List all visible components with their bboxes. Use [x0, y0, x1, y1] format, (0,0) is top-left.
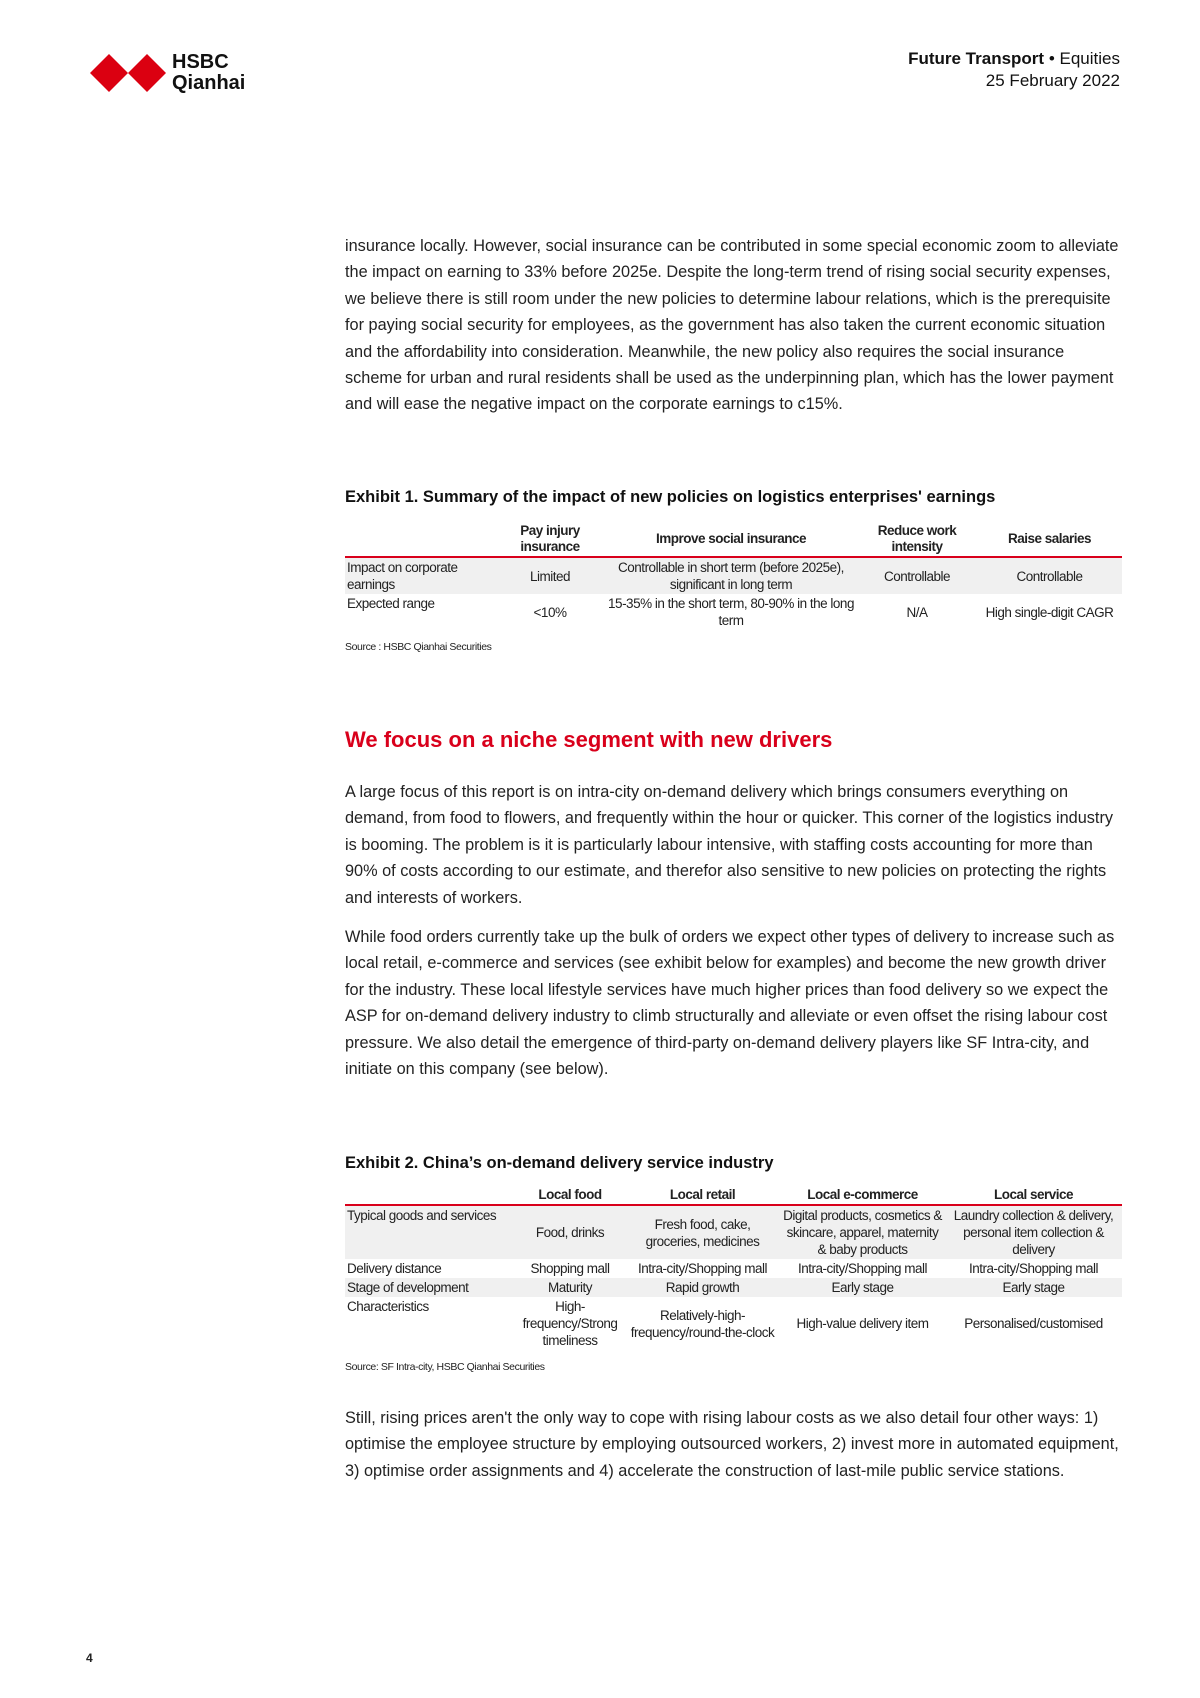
table-cell: Controllable in short term (before 2025e), significant in long term [605, 557, 857, 594]
table-cell: 15-35% in the short term, 80-90% in the long term [608, 596, 854, 628]
table-cell: N/A [906, 604, 928, 620]
table-cell: Early stage [780, 1278, 945, 1297]
paragraph-3: While food orders currently take up the bulk of orders we expect other types of delivery to increase such as local retail, e-commerce and services (see exhibit below for examples) and become the new growth driver for the industry. These local lifestyle services have much higher prices than food delivery so we expect the ASP for on-demand delivery industry to climb structurally and alleviate or even offset the rising labour cost pressure. We also detail the emergence of third-party on-demand delivery players like SF Intra-city, and initiate on this company (see below). [345, 928, 1115, 1079]
exhibit-2-title: Exhibit 2. China’s on-demand delivery service industry [345, 1154, 774, 1172]
column-header: Local retail [669, 1187, 736, 1202]
table-cell: Shopping mall [530, 1261, 610, 1276]
brand-line1: HSBC [172, 51, 229, 73]
table-cell: Limited [495, 557, 605, 594]
table-cell: Laundry collection & delivery, personal item collection & delivery [945, 1205, 1122, 1259]
paragraph-1: insurance locally. However, social insurance can be contributed in some special economic zoom to alleviate the impact on earning to 33% before 2025e. Despite the long-term trend of rising social security expenses, we believe there is still room under the new policies to determine labour relations, which is the prerequisite for paying social security for employees, as the government has also taken the current economic situation and the affordability into consideration. Meanwhile, the new policy also requires the social insurance scheme for urban and rural residents shall be used as the underpinning plan, which has the lower payment and will ease the negative impact on the corporate earnings to c15%. [345, 237, 1119, 414]
table-cell: Relatively-high-frequency/round-the-clock [630, 1307, 775, 1340]
bullet: • [1048, 49, 1055, 68]
column-header [345, 1186, 515, 1205]
table-cell: Personalised/customised [964, 1316, 1103, 1331]
hsbc-hexagon-icon [90, 54, 166, 92]
column-header: Improve social insurance [655, 531, 807, 546]
row-label: Characteristics [347, 1299, 429, 1314]
category: Equities [1059, 49, 1120, 68]
column-header: Pay injury insurance [520, 523, 580, 554]
page-header [908, 48, 1120, 92]
exhibit-1-table [345, 522, 1122, 630]
hsbc-qianhai-logo [90, 52, 245, 94]
table-cell: Controllable [857, 557, 977, 594]
section-title: Future Transport [908, 49, 1045, 68]
table-cell: Rapid growth [625, 1278, 780, 1297]
section-heading: We focus on a niche segment with new drivers [345, 727, 833, 752]
table-cell: Controllable [977, 557, 1122, 594]
table-cell: Intra-city/Shopping mall [637, 1261, 768, 1276]
table-row [345, 1297, 1122, 1350]
column-header: Raise salaries [1007, 531, 1092, 546]
table-cell: Maturity [515, 1278, 625, 1297]
table-cell: Digital products, cosmetics & skincare, apparel, maternity & baby products [780, 1205, 945, 1259]
table-cell: Food, drinks [515, 1205, 625, 1259]
table-cell: Fresh food, cake, groceries, medicines [625, 1205, 780, 1259]
exhibit-1-source: Source : HSBC Qianhai Securities [345, 641, 492, 653]
row-label: Impact on corporate earnings [345, 557, 495, 594]
paragraph-2: A large focus of this report is on intra-city on-demand delivery which brings consumers everything on demand, from food to flowers, and frequently within the hour or quicker. This corner of the logistics industry is booming. The problem is it is particularly labour intensive, with staffing costs accounting for more than 90% of costs according to our estimate, and therefor also sensitive to new policies on protecting the rights and interests of workers. [345, 783, 1114, 907]
row-label: Stage of development [345, 1278, 515, 1297]
exhibit-2-source: Source: SF Intra-city, HSBC Qianhai Securities [345, 1361, 545, 1373]
row-label: Typical goods and services [345, 1205, 515, 1259]
row-label: Delivery distance [347, 1261, 442, 1276]
report-date: 25 February 2022 [985, 71, 1120, 90]
column-header: Local e-commerce [807, 1187, 918, 1202]
table-cell: Intra-city/Shopping mall [968, 1261, 1099, 1276]
table-row [345, 1259, 1122, 1278]
table-row [345, 594, 1122, 630]
column-header: Local service [993, 1187, 1074, 1202]
exhibit-2-table [345, 1186, 1122, 1350]
table-row [345, 1278, 1122, 1297]
table-header-row [345, 522, 1122, 557]
table-row [345, 1205, 1122, 1259]
table-cell: High single-digit CAGR [985, 604, 1114, 620]
table-cell: Early stage [945, 1278, 1122, 1297]
page-number: 4 [86, 1651, 93, 1665]
brand-line2: Qianhai [172, 72, 246, 94]
paragraph-4: Still, rising prices aren't the only way to cope with rising labour costs as we also detail four other ways: 1) optimise the employee structure by employing outsourced workers, 2) invest more in automated equipment, 3) optimise order assignments and 4) accelerate the construction of last-mile public service stations. [345, 1409, 1119, 1480]
column-header: Reduce work intensity [877, 523, 957, 554]
table-cell: High-value delivery item [796, 1316, 929, 1331]
row-label: Expected range [347, 596, 435, 611]
table-cell: High-frequency/Strong timeliness [522, 1299, 618, 1348]
table-row [345, 557, 1122, 594]
column-header [345, 522, 495, 557]
column-header: Local food [538, 1187, 602, 1202]
exhibit-1-title: Exhibit 1. Summary of the impact of new policies on logistics enterprises' earnings [345, 488, 996, 506]
table-header-row [345, 1186, 1122, 1205]
table-cell: Intra-city/Shopping mall [797, 1261, 928, 1276]
table-cell: <10% [533, 604, 567, 620]
